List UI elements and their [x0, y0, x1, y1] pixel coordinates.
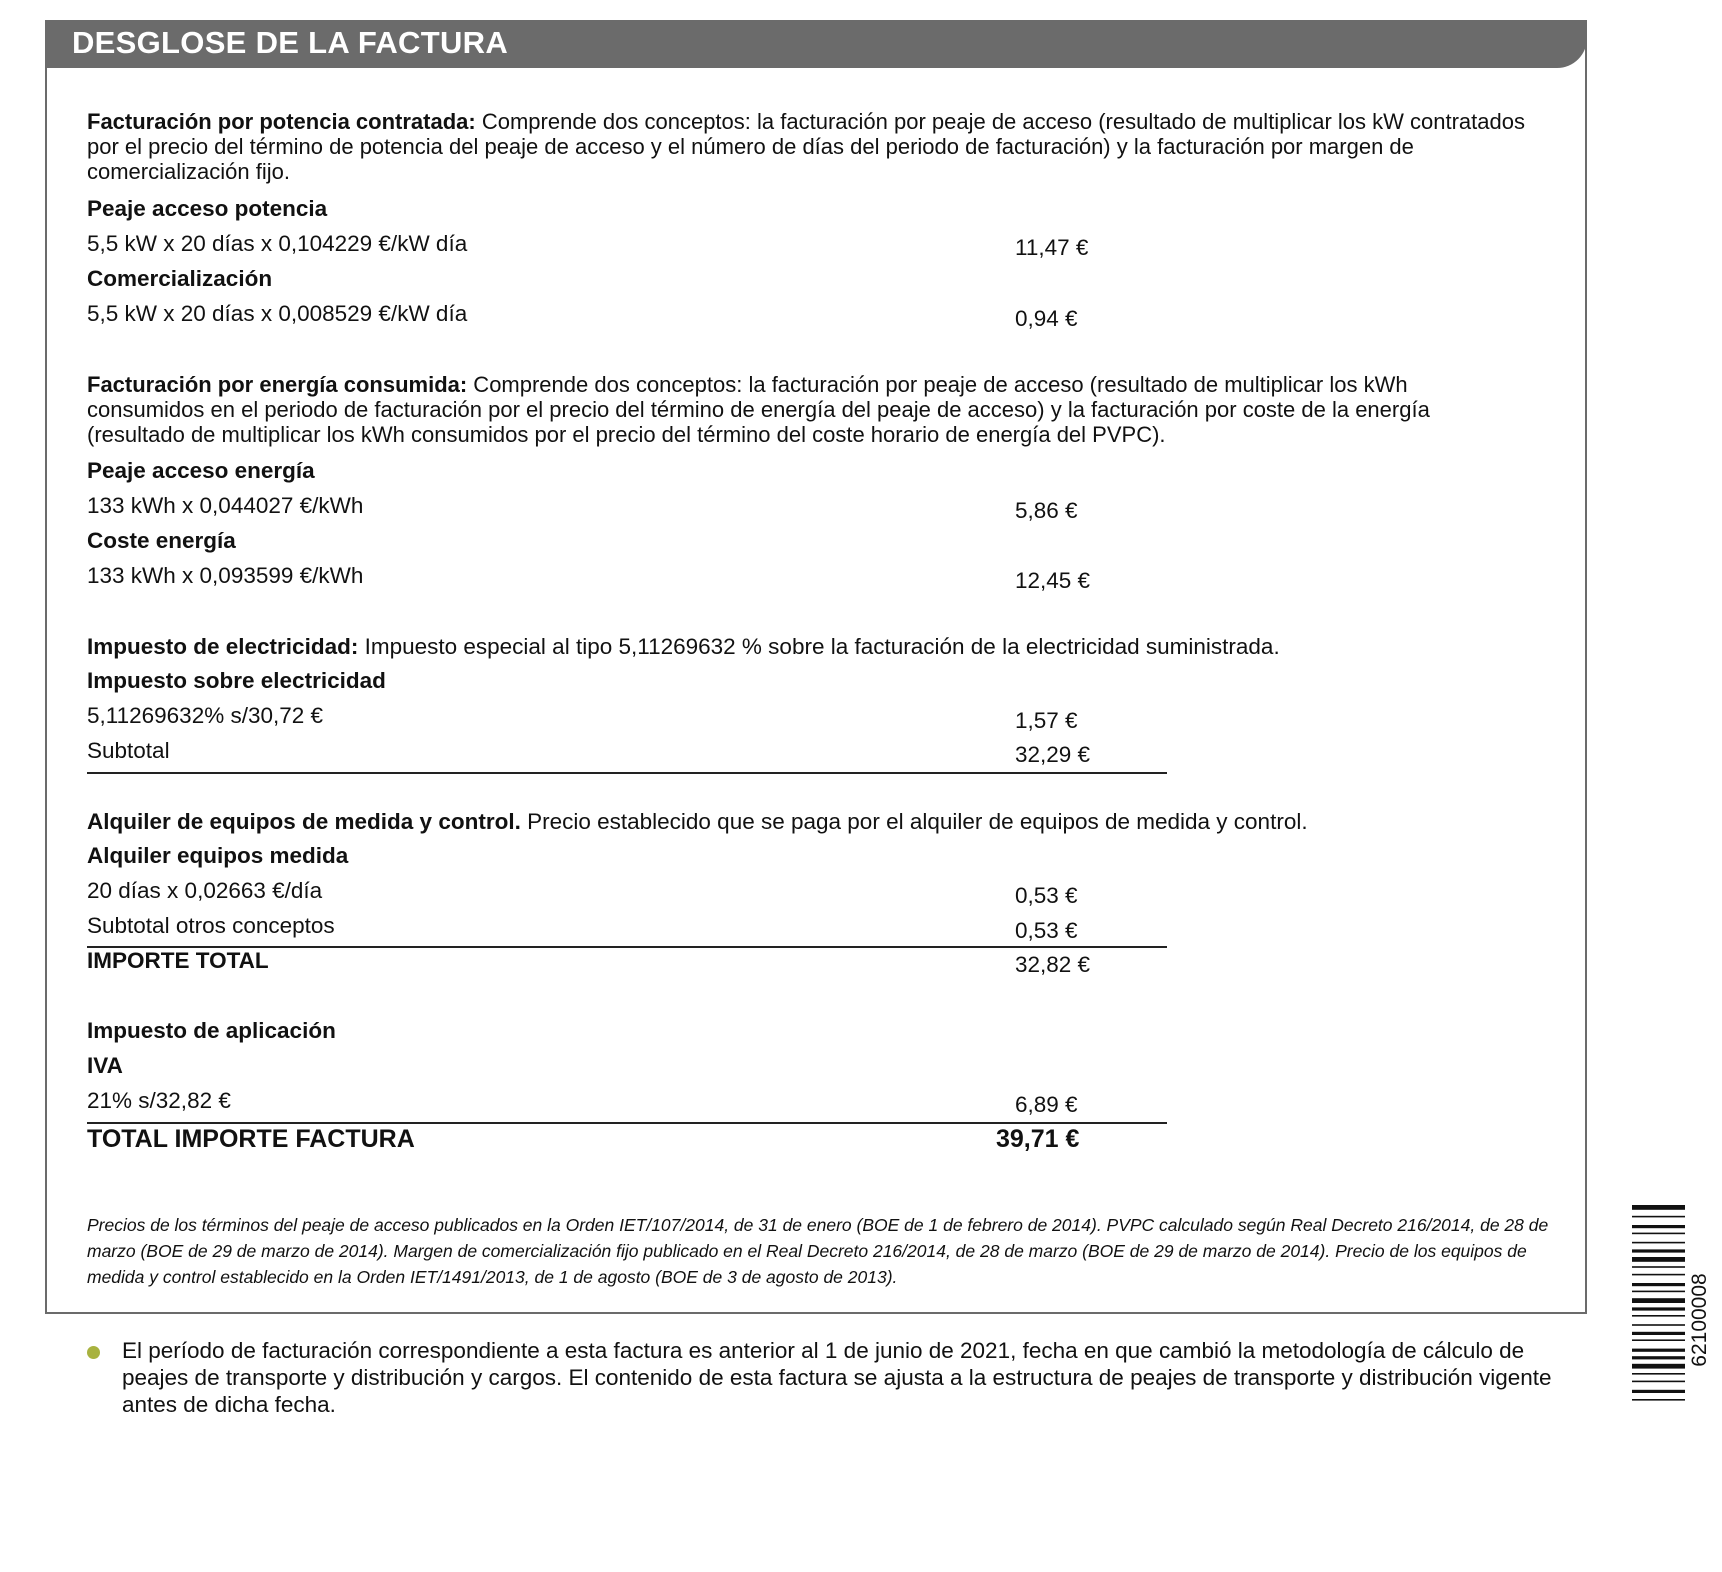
total-importe-amount: 39,71 €	[996, 1125, 1080, 1153]
page-title: DESGLOSE DE LA FACTURA	[72, 25, 509, 60]
peaje-potencia-amount: 11,47 €	[1015, 235, 1089, 260]
total-importe-label: TOTAL IMPORTE FACTURA	[87, 1125, 415, 1153]
peaje-potencia-calc: 5,5 kW x 20 días x 0,104229 €/kW día	[87, 231, 468, 256]
peaje-energia-amount: 5,86 €	[1015, 498, 1078, 523]
impuesto-electricidad-calc: 5,11269632% s/30,72 €	[87, 703, 324, 728]
barcode	[1632, 1205, 1685, 1435]
alquiler-intro	[87, 809, 1527, 834]
alquiler-amount: 0,53 €	[1015, 883, 1078, 908]
peaje-energia-heading: Peaje acceso energía	[87, 458, 315, 483]
potencia-intro-title: Facturación por potencia contratada:	[87, 109, 476, 134]
coste-energia-calc: 133 kWh x 0,093599 €/kWh	[87, 563, 364, 588]
importe-total-amount: 32,82 €	[1015, 952, 1091, 977]
alquiler-heading: Alquiler equipos medida	[87, 843, 349, 868]
impuesto-electricidad-heading: Impuesto sobre electricidad	[87, 668, 386, 693]
impuesto-electricidad-intro-text: Impuesto especial al tipo 5,11269632 % sobre la facturación de la electricidad suministrada.	[358, 634, 1280, 659]
subtotal-amount: 32,29 €	[1015, 742, 1091, 767]
potencia-intro-text: Comprende dos conceptos: la facturación por peaje de acceso (resultado de multiplicar los kW contratados por el precio del término de potencia del peaje de acceso y el número de días del periodo de facturación) y la facturación por margen de comercialización fijo.	[87, 109, 1525, 184]
alquiler-intro-text: Precio establecido que se paga por el alquiler de equipos de medida y control.	[520, 809, 1308, 834]
comercializacion-calc: 5,5 kW x 20 días x 0,008529 €/kW día	[87, 301, 468, 326]
iva-amount: 6,89 €	[1015, 1092, 1078, 1117]
impuesto-electricidad-intro	[87, 634, 1527, 659]
subtotal-divider	[87, 772, 1167, 774]
alquiler-intro-title: Alquiler de equipos de medida y control.	[87, 809, 521, 834]
impuesto-electricidad-intro-title: Impuesto de electricidad:	[87, 634, 359, 659]
iva-heading: IVA	[87, 1053, 123, 1078]
impuesto-aplicacion-heading: Impuesto de aplicación	[87, 1018, 336, 1043]
peaje-energia-calc: 133 kWh x 0,044027 €/kWh	[87, 493, 364, 518]
energia-intro	[87, 372, 1527, 447]
energia-intro-text: Comprende dos conceptos: la facturación por peaje de acceso (resultado de multiplicar los kWh consumidos en el periodo de facturación por el precio del término de energía del peaje de acceso) y la facturación por coste de la energía (resultado de multiplicar los kWh consumidos por el precio del término del coste horario de energía del PVPC).	[87, 372, 1430, 447]
barcode-number: 62100008	[1688, 1273, 1711, 1367]
subtotal-otros-label: Subtotal otros conceptos	[87, 913, 335, 938]
subtotal-otros-amount: 0,53 €	[1015, 918, 1078, 943]
iva-calc: 21% s/32,82 €	[87, 1088, 231, 1113]
impuesto-electricidad-amount: 1,57 €	[1015, 708, 1078, 733]
importe-total-label: IMPORTE TOTAL	[87, 948, 269, 973]
energia-intro-title: Facturación por energía consumida:	[87, 372, 468, 397]
coste-energia-amount: 12,45 €	[1015, 568, 1091, 593]
comercializacion-amount: 0,94 €	[1015, 306, 1078, 331]
billing-period-note: El período de facturación correspondiente a esta factura es anterior al 1 de junio de 2021, fecha en que cambió la metodología de cálculo de peajes de transporte y distribución y cargos. El contenido de esta factura se ajusta a la estructura de peajes de transporte y distribución vigente antes de dicha fecha.	[122, 1338, 1552, 1417]
peaje-potencia-heading: Peaje acceso potencia	[87, 196, 328, 221]
potencia-intro	[87, 109, 1527, 184]
alquiler-calc: 20 días x 0,02663 €/día	[87, 878, 323, 903]
coste-energia-heading: Coste energía	[87, 528, 236, 553]
subtotal-label: Subtotal	[87, 738, 170, 763]
legal-footnote: Precios de los términos del peaje de acceso publicados en la Orden IET/107/2014, de 31 de enero (BOE de 1 de febrero de 2014). PVPC calculado según Real Decreto 216/2014, de 28 de marzo (BOE de 29 de marzo de 2014). Margen de comercialización fijo publicado en el Real Decreto 216/2014, de 28 de marzo (BOE de 29 de marzo de 2014). Precio de los equipos de medida y control establecido en la Orden IET/1491/2013, de 1 de agosto (BOE de 3 de agosto de 2013).	[87, 1215, 1549, 1287]
comercializacion-heading: Comercialización	[87, 266, 273, 291]
bullet-icon	[87, 1346, 100, 1359]
